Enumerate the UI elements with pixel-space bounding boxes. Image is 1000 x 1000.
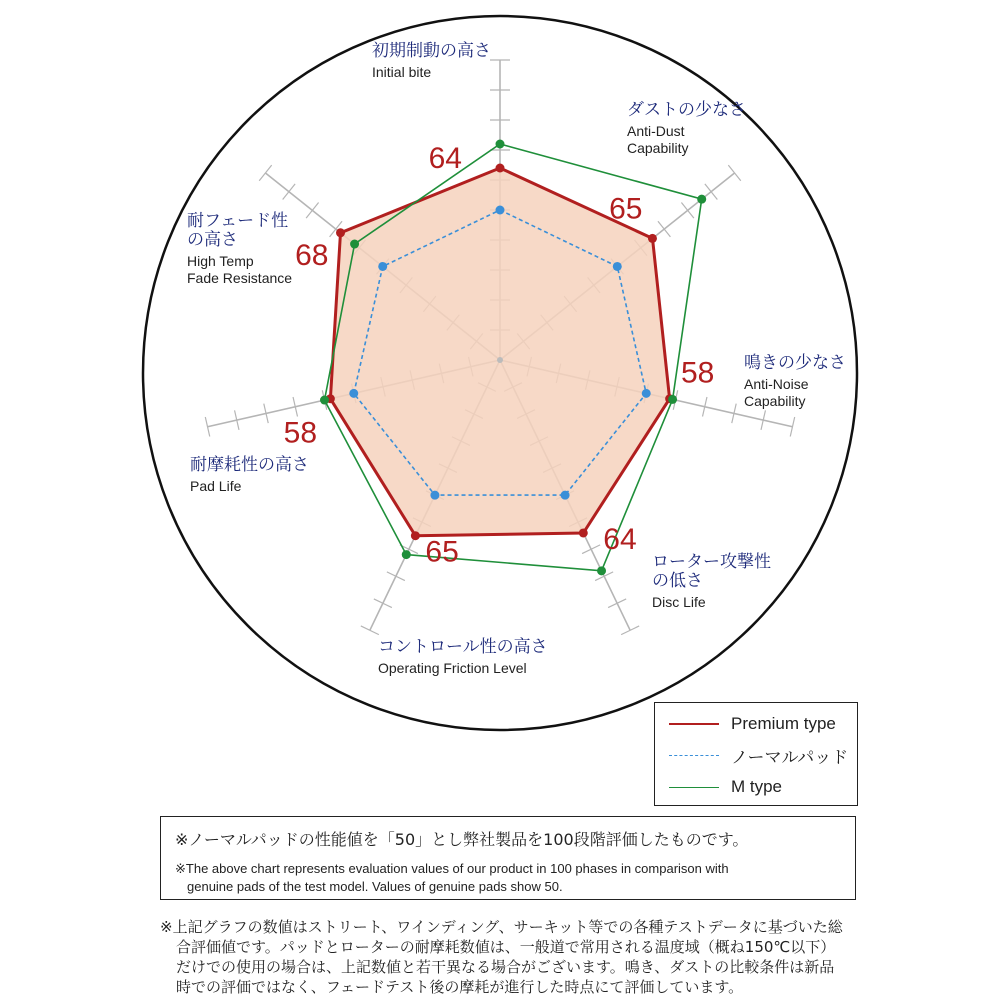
series-2-point-5: [320, 396, 329, 405]
footnote-line-4: 時での評価ではなく、フェードテスト後の摩耗が進行した時点にて評価しています。: [176, 978, 744, 996]
axis-label-en-2-1: Capability: [744, 393, 806, 409]
series-1-point-5: [349, 389, 358, 398]
axis-label-en-6-1: Fade Resistance: [187, 270, 293, 286]
series-1-point-4: [430, 491, 439, 500]
axis-tick-1-80: [681, 203, 693, 219]
legend: [654, 702, 858, 806]
legend-line-normal: [669, 755, 719, 756]
center-dot: [497, 357, 503, 363]
series-1-point-2: [642, 389, 651, 398]
legend-item-premium: [669, 712, 836, 736]
legend-label-premium: Premium type: [731, 714, 836, 733]
axis-label-en-1-0: Anti-Dust: [627, 123, 685, 139]
axis-label-en-3-0: Disc Life: [652, 594, 706, 610]
axis-label-en-4-0: Operating Friction Level: [378, 660, 527, 676]
axis-label-en-0-0: Initial bite: [372, 64, 432, 80]
legend-label-mtype: M type: [731, 777, 783, 796]
axis-label-jp-1: ダストの少なさ: [627, 100, 746, 120]
legend-line-premium: [669, 723, 719, 725]
footnote-line-1: ※上記グラフの数値はストリート、ワインディング、サーキット等での各種テストデータに基づいた総: [160, 918, 843, 936]
note-jp: ※ノーマルパッドの性能値を「50」とし弊社製品を100段階評価したものです。: [175, 830, 749, 849]
axis-label-en-1-1: Capability: [627, 140, 689, 156]
series-0-point-0: [496, 164, 505, 173]
value-label-1: 65: [609, 192, 643, 226]
value-label-5: 58: [283, 416, 318, 450]
series-layer: [320, 140, 706, 576]
axis-tick-3-100: [621, 626, 639, 635]
axis-label-jp-5: 耐摩耗性の高さ: [190, 455, 309, 475]
axis-tick-6-90: [283, 184, 295, 200]
value-label-4: 65: [425, 535, 459, 569]
series-2-point-1: [697, 195, 706, 204]
value-label-3: 64: [603, 522, 637, 556]
axis-label-jp-4: コントロール性の高さ: [378, 637, 548, 657]
axis-tick-3-70: [582, 545, 600, 554]
legend-item-normal: [669, 743, 848, 767]
note-box: [160, 816, 856, 900]
axis-label-en-2-0: Anti-Noise: [744, 376, 809, 392]
footnote-line-2: 合評価値です。パッドとローターの耐摩耗数値は、一般道で常用される温度域（概ね150℃以下）: [176, 938, 836, 956]
axis-label-jp-3: ローター攻撃性: [652, 552, 771, 572]
axis-tick-6-80: [306, 203, 318, 219]
legend-item-mtype: [669, 775, 782, 799]
footnote-line-3: だけでの使用の場合は、上記数値と若干異なる場合がございます。鳴き、ダストの比較条件は新品: [176, 958, 835, 976]
axis-label-jp-0: 初期制動の高さ: [372, 41, 491, 61]
series-2-point-0: [496, 140, 505, 149]
axis-tick-4-90: [374, 599, 392, 608]
axis-label-en-5-0: Pad Life: [190, 478, 242, 494]
value-label-6: 68: [295, 238, 329, 272]
axis-label-jp2-6: の高さ: [187, 230, 238, 250]
legend-line-mtype: [669, 787, 719, 788]
axis-tick-1-90: [705, 184, 717, 200]
series-1-point-6: [378, 262, 387, 271]
series-0-point-6: [336, 228, 345, 237]
axis-tick-3-90: [608, 599, 626, 608]
series-1-point-1: [613, 262, 622, 271]
series-2-point-6: [350, 240, 359, 249]
axis-label-en-6-0: High Temp: [187, 253, 254, 269]
note-en-line2: genuine pads of the test model. Values of genuine pads show 50.: [187, 879, 563, 894]
axis-tick-1-70: [658, 221, 670, 237]
series-2-point-3: [597, 566, 606, 575]
series-2-point-4: [402, 550, 411, 559]
series-0-point-4: [411, 531, 420, 540]
series-0-point-3: [579, 528, 588, 537]
axis-tick-4-80: [387, 572, 405, 581]
series-0-point-1: [648, 234, 657, 243]
series-1-point-3: [561, 491, 570, 500]
value-label-2: 58: [680, 356, 715, 390]
note-en-line1: ※The above chart represents evaluation values of our product in 100 phases in comparison with: [175, 861, 729, 876]
value-label-0: 64: [428, 142, 462, 175]
series-1-point-0: [496, 206, 505, 215]
legend-label-normal: ノーマルパッド: [731, 747, 849, 767]
series-2-point-2: [668, 395, 677, 404]
axis-label-jp-6: 耐フェード性: [187, 211, 289, 231]
axis-tick-1-100: [728, 165, 740, 181]
axis-tick-6-100: [259, 165, 271, 181]
axis-tick-4-100: [361, 626, 379, 635]
axis-label-jp-2: 鳴きの少なさ: [744, 353, 846, 373]
axis-label-jp2-3: の低さ: [652, 571, 703, 591]
